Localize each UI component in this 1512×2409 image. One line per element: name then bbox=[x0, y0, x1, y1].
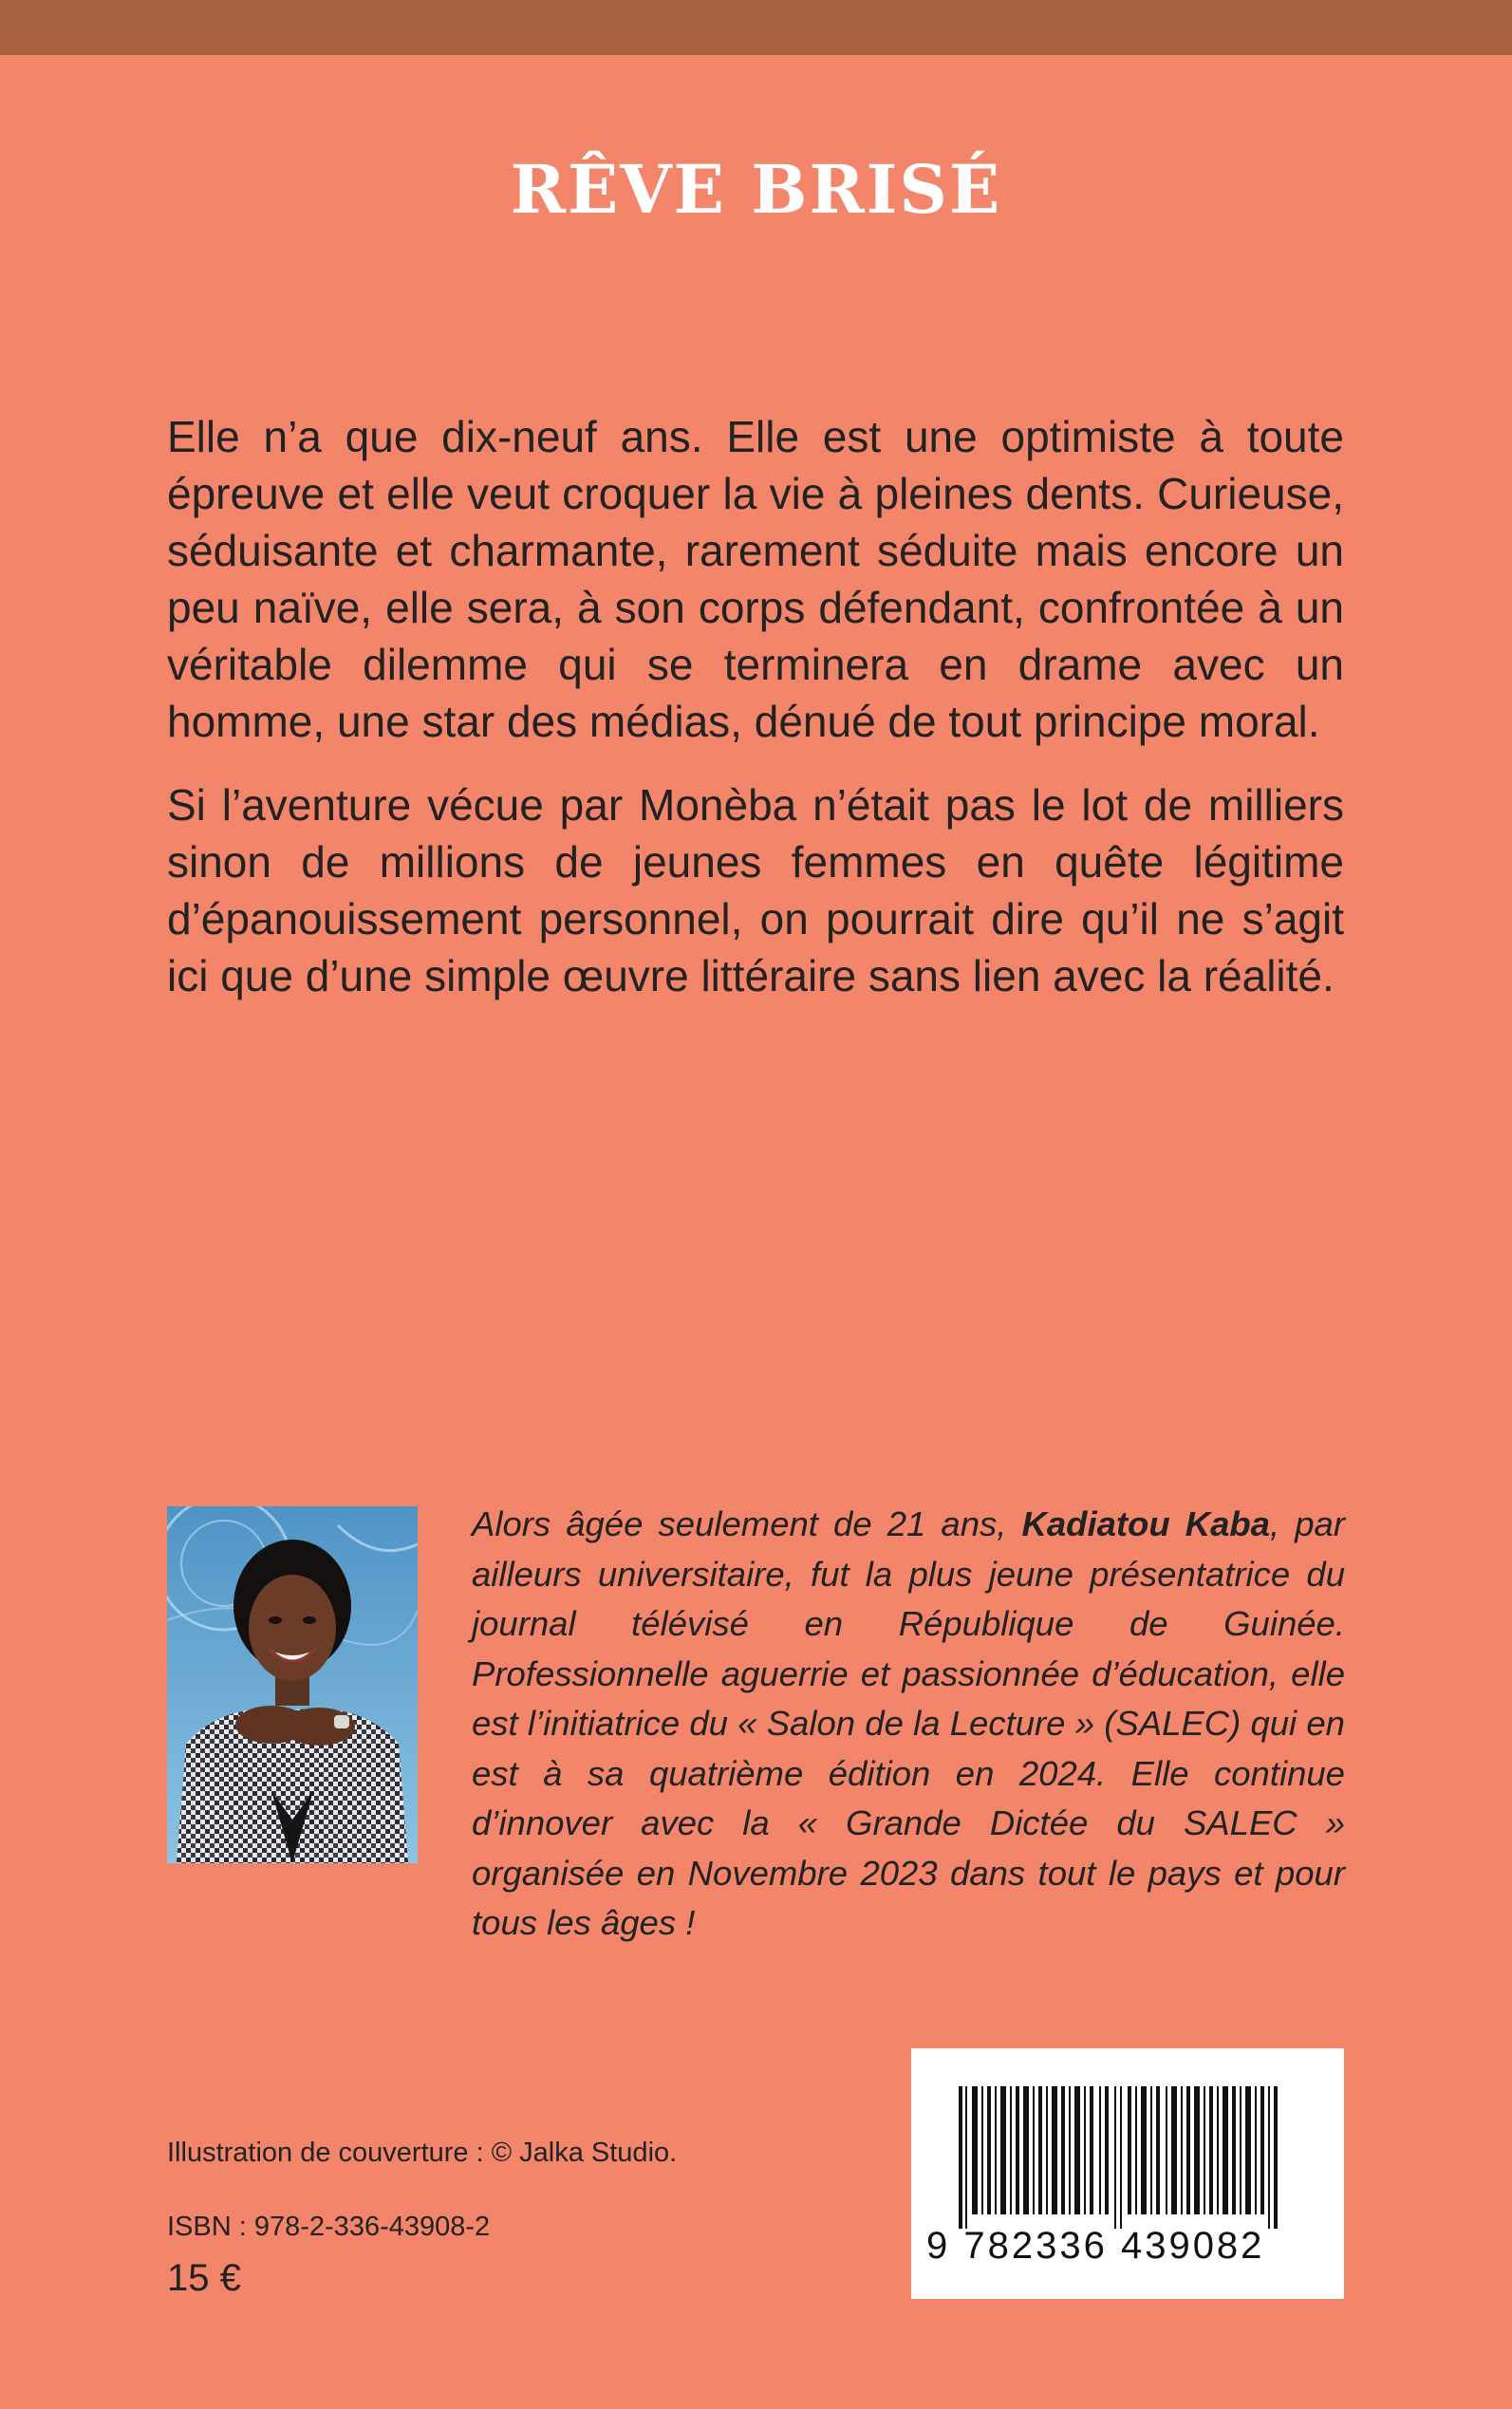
barcode-digits: 9 782336 439082 bbox=[926, 2225, 1265, 2267]
author-bio bbox=[472, 1500, 1345, 1949]
isbn: ISBN : 978-2-336-43908-2 bbox=[167, 2212, 491, 2242]
top-band bbox=[0, 0, 1512, 55]
author-bio-rest: , par ailleurs universitaire, fut la plus jeune présentatrice du journal télévisé en République de Guinée. Professionnelle aguerrie et passionnée d’éducation, elle est l’initiatrice du « Salon de la Lecture » (SALEC) qui en est à sa quatrième édition en 2024. Elle continue d’innover avec la « Grande Dictée du SALEC » organisée en Novembre 2023 dans tout le pays et pour tous les âges ! bbox=[472, 1504, 1345, 1942]
synopsis-paragraph-1: Elle n’a que dix-neuf ans. Elle est une optimiste à toute épreuve et elle veut croquer la vie à pleines dents. Curieuse, séduisante et charmante, rarement séduite mais encore un peu naïve, elle sera, à son corps défendant, confrontée à un véritable dilemme qui se terminera en drame avec un homme, une star des médias, dénué de tout principe moral. bbox=[167, 412, 1344, 746]
price: 15 € bbox=[167, 2257, 241, 2299]
illustration-credit: Illustration de couverture : © Jalka Studio. bbox=[167, 2138, 678, 2168]
synopsis bbox=[167, 408, 1344, 1031]
author-photo bbox=[167, 1506, 418, 1863]
author-bio-prefix: Alors âgée seulement de 21 ans, bbox=[472, 1504, 1022, 1543]
author-portrait-illustration bbox=[167, 1506, 418, 1863]
barcode-box bbox=[911, 2048, 1344, 2299]
synopsis-paragraph-2: Si l’aventure vécue par Monèba n’était pas le lot de milliers sinon de millions de jeunes femmes en quête légitime d’épanouissement personnel, on pourrait dire qu’il ne s’agit ici que d’une simple œuvre littéraire sans lien avec la réalité. bbox=[167, 780, 1344, 1000]
author-name: Kadiatou Kaba bbox=[1021, 1504, 1270, 1543]
book-title: RÊVE BRISÉ bbox=[510, 150, 1002, 229]
